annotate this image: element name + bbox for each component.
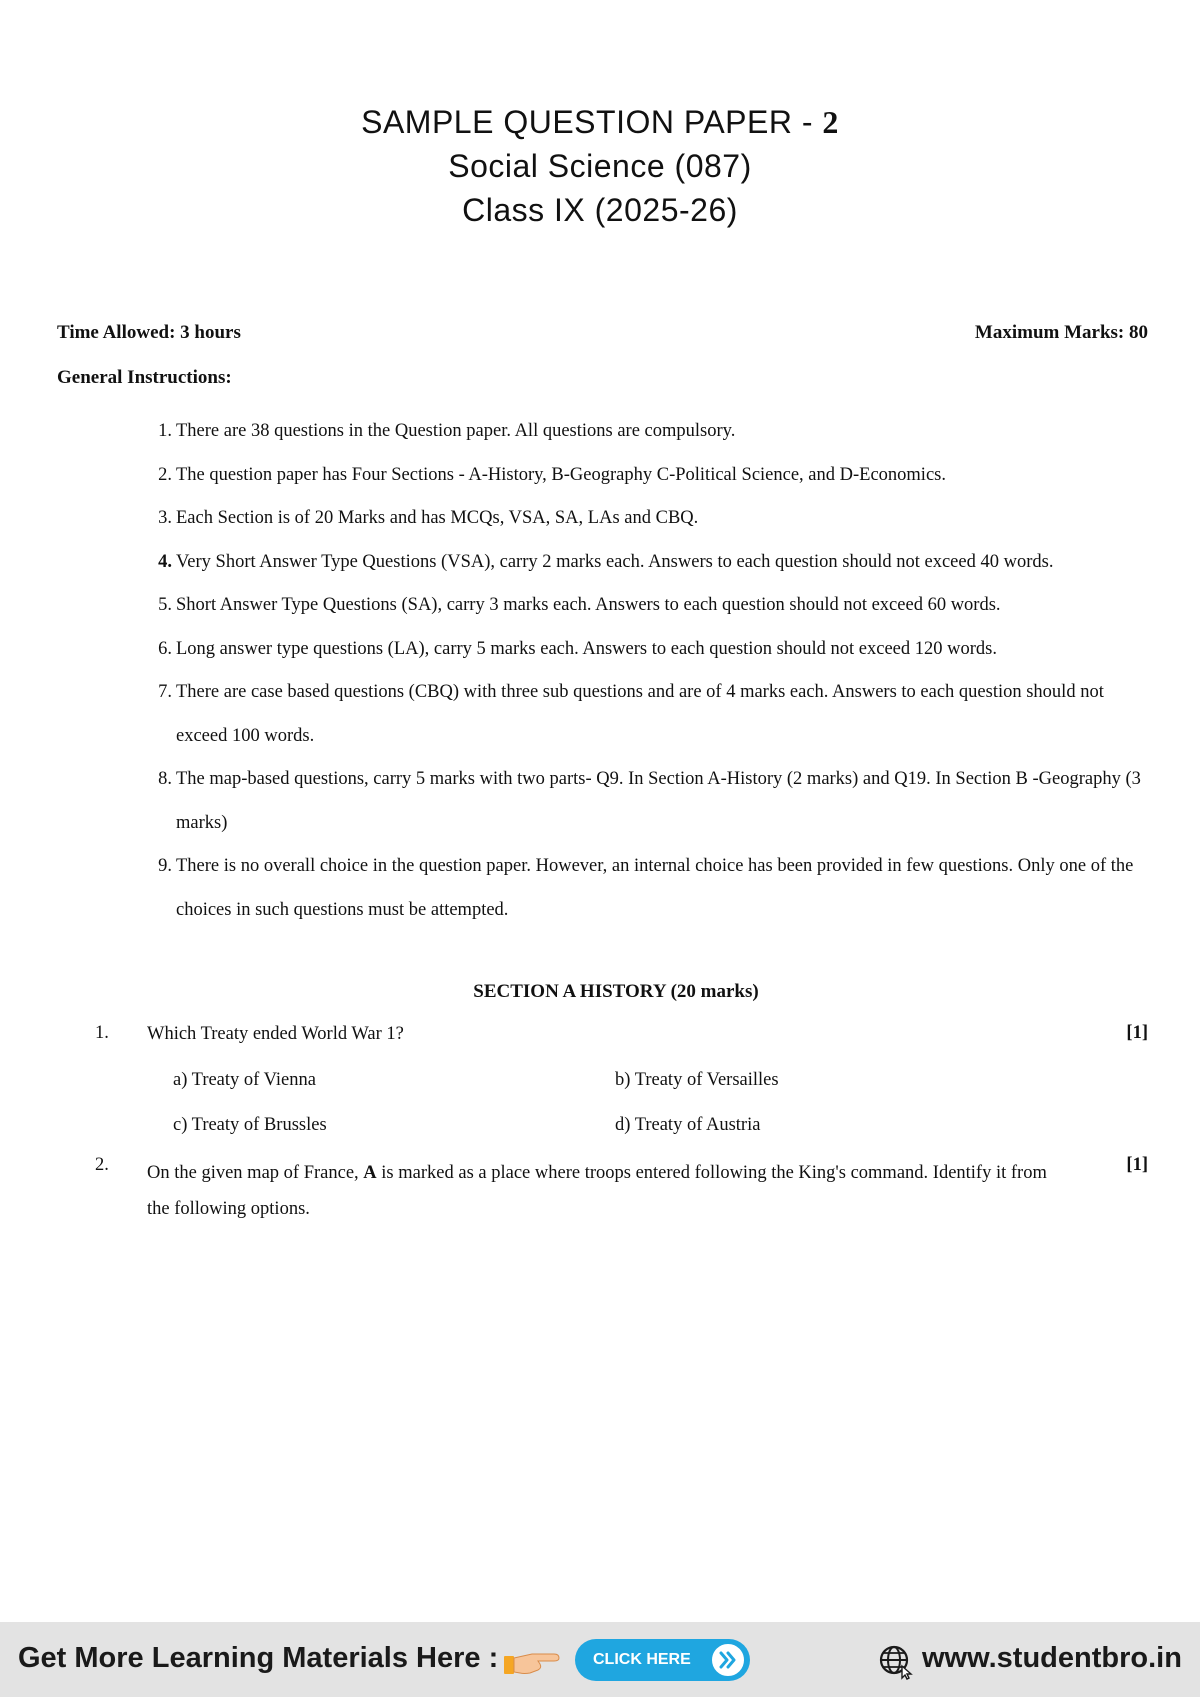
paper-title-block [0,100,1200,232]
instruction-item [140,497,1150,541]
instruction-text: There are case based questions (CBQ) with three sub questions and are of 4 marks each. Answers to each question should not exceed 100 words. [176,682,1104,746]
question-text: Which Treaty ended World War 1? [147,1024,404,1044]
section-a-heading: SECTION A HISTORY (20 marks) [473,981,759,1002]
globe-icon [878,1644,914,1680]
instruction-item [140,758,1150,845]
instruction-number: 6. [158,638,172,659]
instruction-text: Very Short Answer Type Questions (VSA), carry 2 marks each. Answers to each question should not exceed 40 words. [176,551,1054,572]
instruction-number: 4. [158,551,172,572]
instructions-list [140,410,1150,932]
question-marks: [1] [1126,1155,1148,1175]
instruction-number: 3. [158,508,172,528]
paper-subject: Social Science (087) [448,148,752,184]
instruction-number: 9. [158,856,172,876]
instruction-number: 7. [158,682,172,702]
question-number: 1. [95,1023,109,1043]
map-point-label: A [363,1163,377,1183]
option-b: b) Treaty of Versailles [615,1070,779,1090]
instruction-text: Each Section is of 20 Marks and has MCQs, VSA, SA, LAs and CBQ. [176,508,699,528]
chevron-double-right-icon [710,1642,746,1678]
option-a: a) Treaty of Vienna [173,1070,316,1090]
instruction-item [140,454,1150,498]
instruction-item [140,541,1150,585]
instruction-text: The question paper has Four Sections - A-History, B-Geography C-Political Science, and D-Economics. [176,464,946,485]
instruction-item [140,845,1150,932]
instruction-text: Long answer type questions (LA), carry 5 marks each. Answers to each question should not exceed 120 words. [176,638,997,659]
maximum-marks: Maximum Marks: 80 [974,322,1148,343]
paper-class: Class IX (2025-26) [462,192,738,228]
question-marks: [1] [1126,1023,1148,1043]
time-allowed: Time Allowed: 3 hours [57,322,241,343]
instruction-number: 8. [158,769,172,789]
instruction-number: 2. [158,464,172,485]
instruction-text: Short Answer Type Questions (SA), carry 3 marks each. Answers to each question should not exceed 60 words. [176,595,1001,615]
promo-footer-banner[interactable] [0,1622,1200,1697]
instruction-text: There are 38 questions in the Question paper. All questions are compulsory. [176,421,736,441]
general-instructions-heading: General Instructions: [57,367,232,388]
instruction-item [140,584,1150,628]
instruction-item [140,410,1150,454]
instruction-number: 5. [158,595,172,615]
instruction-number: 1. [158,421,172,441]
option-c: c) Treaty of Brussles [173,1115,327,1135]
website-link[interactable]: www.studentbro.in [922,1642,1182,1674]
click-here-label: CLICK HERE [593,1651,691,1668]
footer-cta-text: Get More Learning Materials Here : [18,1642,499,1674]
paper-title: SAMPLE QUESTION PAPER - 2 [361,104,839,140]
instruction-text: The map-based questions, carry 5 marks with two parts- Q9. In Section A-History (2 marks) and Q19. In Section B -Geography (3 marks) [176,769,1141,833]
paper-meta [57,322,1148,344]
instruction-text: There is no overall choice in the question paper. However, an internal choice has been provided in few questions. Only one of the choices in such questions must be attempted. [176,856,1134,920]
instruction-item [140,628,1150,672]
paper-number: 2 [822,104,839,140]
instruction-item [140,671,1150,758]
pointing-hand-icon [502,1646,562,1676]
question-number: 2. [95,1155,109,1175]
option-d: d) Treaty of Austria [615,1115,761,1135]
click-here-button[interactable] [575,1639,750,1681]
question-text: On the given map of France, A is marked as a place where troops entered following the King's command. Identify it from the following options. [147,1163,1047,1219]
